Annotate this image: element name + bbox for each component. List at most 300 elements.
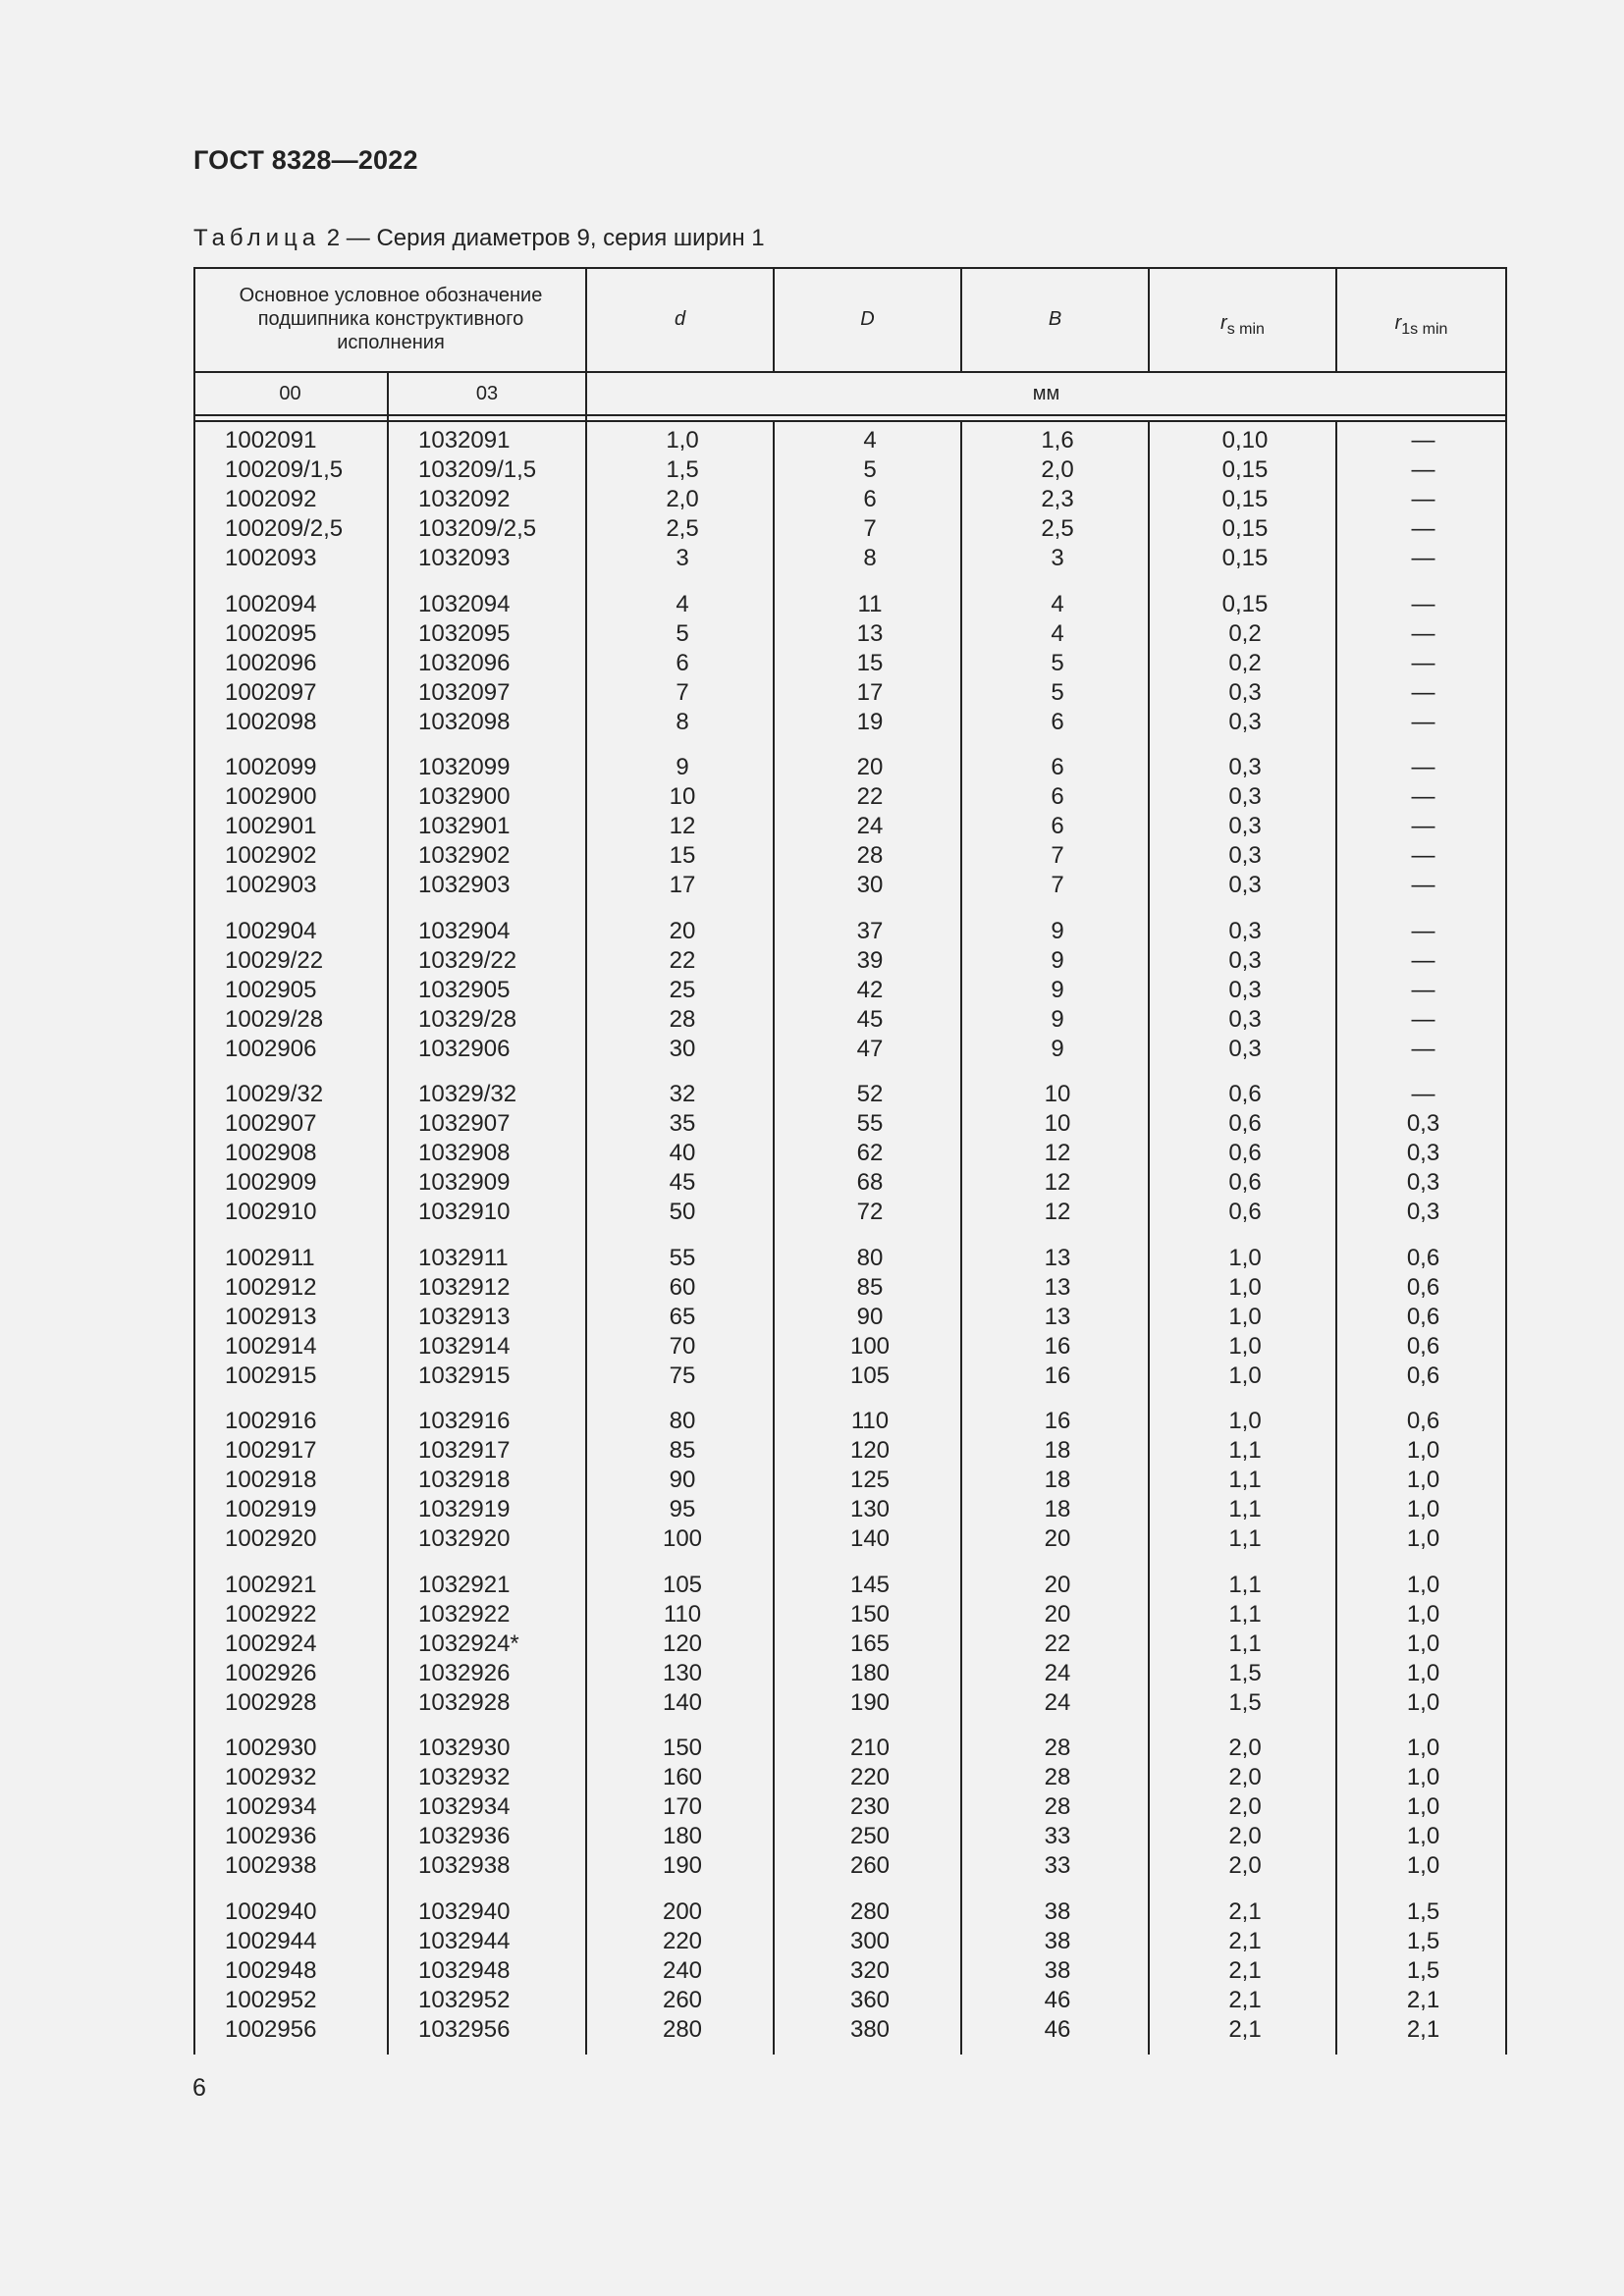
- cell-B: 2,0: [1041, 456, 1074, 483]
- cell-rs-min: 2,1: [1228, 1986, 1262, 2013]
- cell-B: 6: [1051, 754, 1064, 780]
- cell-d: 25: [669, 976, 696, 1003]
- cell-d: 170: [662, 1793, 703, 1820]
- cell-B: 12: [1044, 1199, 1071, 1225]
- cell-r1s-min: 0,3: [1406, 1169, 1440, 1196]
- header-rs-min: [1150, 267, 1335, 371]
- table-row: [193, 812, 1507, 841]
- table-row: [193, 1688, 1507, 1718]
- cell-rs-min: 1,0: [1228, 1408, 1262, 1434]
- designation-00: 1002924: [225, 1629, 317, 1657]
- subheader-03: [389, 373, 585, 414]
- table-body: [193, 426, 1507, 2045]
- designation-00: 1002934: [225, 1793, 317, 1820]
- header-rs-symbol: r: [1220, 311, 1227, 334]
- designation-03: 1032912: [418, 1273, 511, 1301]
- table-row: [193, 426, 1507, 455]
- cell-B: 5: [1051, 678, 1064, 706]
- cell-d: 7: [676, 678, 689, 706]
- cell-d: 8: [676, 708, 689, 735]
- cell-r1s-min: 2,1: [1406, 2015, 1440, 2043]
- cell-rs-min: 0,6: [1228, 1199, 1262, 1225]
- cell-d: 95: [669, 1496, 696, 1522]
- cell-d: 105: [662, 1571, 703, 1598]
- cell-rs-min: 0,3: [1228, 976, 1262, 1003]
- cell-B: 10: [1044, 1110, 1071, 1137]
- designation-03: 1032092: [418, 486, 511, 512]
- cell-B: 46: [1044, 1986, 1071, 2013]
- table-row: [193, 753, 1507, 782]
- cell-B: 28: [1044, 1764, 1071, 1790]
- cell-d: 220: [662, 1927, 703, 1954]
- cell-B: 13: [1044, 1303, 1071, 1330]
- table-row: [193, 1600, 1507, 1629]
- cell-d: 130: [662, 1659, 703, 1686]
- table-row: [193, 590, 1507, 619]
- table-row: [193, 1466, 1507, 1495]
- cell-B: 6: [1051, 708, 1064, 735]
- cell-d: 60: [669, 1273, 696, 1301]
- cell-r1s-min: —: [1411, 427, 1435, 454]
- cell-rs-min: 0,6: [1228, 1140, 1262, 1166]
- designation-00: 1002938: [225, 1852, 317, 1879]
- cell-d: 140: [662, 1688, 703, 1716]
- cell-r1s-min: 1,5: [1406, 1956, 1440, 1984]
- cell-rs-min: 2,1: [1228, 2015, 1262, 2043]
- cell-d: 200: [662, 1897, 703, 1925]
- cell-rs-min: 0,6: [1228, 1081, 1262, 1107]
- table-row: [193, 917, 1507, 946]
- cell-B: 5: [1051, 649, 1064, 676]
- table-row: [193, 946, 1507, 976]
- table-row: [193, 1822, 1507, 1851]
- designation-03: 10329/22: [418, 946, 517, 974]
- cell-B: 13: [1044, 1244, 1071, 1271]
- cell-D: 300: [849, 1927, 891, 1954]
- designation-00: 1002099: [225, 754, 317, 780]
- cell-r1s-min: —: [1411, 842, 1435, 869]
- table-row: [193, 708, 1507, 737]
- designation-00: 100209/2,5: [225, 515, 344, 542]
- cell-rs-min: 0,15: [1221, 486, 1269, 512]
- cell-rs-min: 1,1: [1228, 1571, 1262, 1598]
- cell-B: 18: [1044, 1496, 1071, 1522]
- cell-B: 28: [1044, 1793, 1071, 1820]
- designation-03: 1032915: [418, 1362, 511, 1389]
- designation-00: 1002909: [225, 1169, 317, 1196]
- cell-rs-min: 1,5: [1228, 1688, 1262, 1716]
- cell-rs-min: 2,0: [1228, 1852, 1262, 1879]
- cell-rs-min: 1,0: [1228, 1362, 1262, 1389]
- designation-03: 1032914: [418, 1332, 511, 1360]
- cell-r1s-min: —: [1411, 456, 1435, 483]
- cell-B: 12: [1044, 1169, 1071, 1196]
- cell-B: 13: [1044, 1273, 1071, 1301]
- cell-B: 18: [1044, 1467, 1071, 1493]
- cell-rs-min: 1,0: [1228, 1332, 1262, 1360]
- designation-00: 1002922: [225, 1600, 317, 1628]
- cell-rs-min: 0,15: [1221, 456, 1269, 483]
- cell-d: 1,0: [666, 427, 699, 454]
- cell-B: 12: [1044, 1140, 1071, 1166]
- table-row: [193, 455, 1507, 485]
- designation-00: 1002910: [225, 1199, 317, 1225]
- cell-d: 15: [669, 842, 696, 869]
- cell-D: 165: [849, 1629, 891, 1657]
- cell-D: 55: [856, 1110, 884, 1137]
- designation-03: 1032919: [418, 1496, 511, 1522]
- cell-d: 240: [662, 1956, 703, 1984]
- cell-d: 160: [662, 1764, 703, 1790]
- designation-03: 1032910: [418, 1199, 511, 1225]
- cell-rs-min: 2,1: [1228, 1956, 1262, 1984]
- cell-B: 9: [1051, 946, 1064, 974]
- cell-D: 190: [849, 1688, 891, 1716]
- header-r1s-min: [1337, 267, 1505, 371]
- table-row: [193, 514, 1507, 544]
- header-d: [587, 267, 773, 371]
- cell-rs-min: 0,6: [1228, 1169, 1262, 1196]
- designation-03: 1032098: [418, 708, 511, 735]
- table-row: [193, 678, 1507, 708]
- cell-d: 45: [669, 1169, 696, 1196]
- cell-B: 9: [1051, 1035, 1064, 1062]
- cell-D: 210: [849, 1735, 891, 1761]
- cell-rs-min: 2,0: [1228, 1735, 1262, 1761]
- cell-d: 20: [669, 917, 696, 944]
- cell-B: 9: [1051, 917, 1064, 944]
- subheader-unit-text: мм: [1032, 383, 1060, 404]
- cell-D: 280: [849, 1897, 891, 1925]
- cell-r1s-min: —: [1411, 678, 1435, 706]
- header-rs-subscript: s min: [1226, 320, 1265, 338]
- designation-03: 103209/2,5: [418, 515, 537, 542]
- cell-B: 33: [1044, 1823, 1071, 1849]
- designation-00: 1002952: [225, 1986, 317, 2013]
- cell-r1s-min: —: [1411, 872, 1435, 898]
- table-row: [193, 1524, 1507, 1554]
- cell-r1s-min: 0,6: [1406, 1362, 1440, 1389]
- table-row: [193, 1571, 1507, 1600]
- cell-d: 190: [662, 1852, 703, 1879]
- cell-B: 10: [1044, 1081, 1071, 1107]
- table-row: [193, 544, 1507, 573]
- designation-00: 1002905: [225, 976, 317, 1003]
- table-caption: [193, 225, 765, 252]
- cell-D: 120: [849, 1437, 891, 1464]
- designation-00: 1002904: [225, 917, 317, 944]
- cell-r1s-min: 1,0: [1406, 1496, 1440, 1522]
- designation-00: 1002921: [225, 1571, 317, 1598]
- designation-03: 1032905: [418, 976, 511, 1003]
- table-row: [193, 782, 1507, 812]
- designation-03: 1032917: [418, 1437, 511, 1464]
- cell-D: 220: [849, 1764, 891, 1790]
- cell-r1s-min: —: [1411, 619, 1435, 647]
- cell-r1s-min: 1,0: [1406, 1735, 1440, 1761]
- cell-D: 47: [856, 1035, 884, 1062]
- cell-B: 9: [1051, 976, 1064, 1003]
- header-B: [962, 267, 1148, 371]
- designation-00: 1002093: [225, 545, 317, 571]
- cell-B: 1,6: [1041, 427, 1074, 454]
- designation-00: 1002907: [225, 1110, 317, 1137]
- cell-d: 32: [669, 1081, 696, 1107]
- designation-00: 1002912: [225, 1273, 317, 1301]
- cell-r1s-min: 1,0: [1406, 1823, 1440, 1849]
- cell-B: 6: [1051, 783, 1064, 810]
- header-r1s-symbol: r: [1394, 311, 1402, 334]
- designation-03: 1032901: [418, 813, 511, 839]
- designation-03: 1032094: [418, 590, 511, 617]
- cell-D: 80: [856, 1244, 884, 1271]
- cell-r1s-min: 0,6: [1406, 1244, 1440, 1271]
- cell-D: 17: [856, 678, 884, 706]
- designation-00: 1002944: [225, 1927, 317, 1954]
- designation-00: 1002919: [225, 1496, 317, 1522]
- cell-rs-min: 0,3: [1228, 842, 1262, 869]
- designation-03: 1032909: [418, 1169, 511, 1196]
- cell-B: 6: [1051, 813, 1064, 839]
- cell-rs-min: 0,15: [1221, 545, 1269, 571]
- cell-D: 22: [856, 783, 884, 810]
- cell-rs-min: 0,10: [1221, 427, 1269, 454]
- cell-r1s-min: 1,0: [1406, 1437, 1440, 1464]
- cell-D: 28: [856, 842, 884, 869]
- designation-00: 1002902: [225, 842, 317, 869]
- cell-D: 24: [856, 813, 884, 839]
- cell-rs-min: 0,3: [1228, 783, 1262, 810]
- cell-B: 3: [1051, 545, 1064, 571]
- cell-rs-min: 0,3: [1228, 708, 1262, 735]
- header-designation-text: Основное условное обозначение подшипника конструктивного исполнения: [239, 285, 543, 353]
- cell-d: 90: [669, 1467, 696, 1493]
- designation-00: 1002932: [225, 1764, 317, 1790]
- cell-D: 72: [856, 1199, 884, 1225]
- designation-03: 1032952: [418, 1986, 511, 2013]
- designation-03: 1032091: [418, 427, 511, 454]
- cell-d: 9: [676, 754, 689, 780]
- table-row: [193, 1436, 1507, 1466]
- table-row: [193, 649, 1507, 678]
- designation-03: 1032921: [418, 1571, 511, 1598]
- cell-d: 5: [676, 619, 689, 647]
- designation-03: 1032940: [418, 1897, 511, 1925]
- cell-rs-min: 1,0: [1228, 1303, 1262, 1330]
- table-row: [193, 1851, 1507, 1881]
- cell-B: 16: [1044, 1362, 1071, 1389]
- cell-r1s-min: —: [1411, 1081, 1435, 1107]
- table-row: [193, 1763, 1507, 1792]
- cell-d: 150: [662, 1735, 703, 1761]
- cell-r1s-min: —: [1411, 1005, 1435, 1033]
- cell-d: 22: [669, 946, 696, 974]
- table-row: [193, 1986, 1507, 2015]
- table-row: [193, 1109, 1507, 1139]
- designation-00: 1002098: [225, 708, 317, 735]
- cell-B: 4: [1051, 590, 1064, 617]
- designation-00: 1002917: [225, 1437, 317, 1464]
- designation-00: 1002900: [225, 783, 317, 810]
- table-row: [193, 1080, 1507, 1109]
- designation-00: 1002930: [225, 1735, 317, 1761]
- cell-D: 140: [849, 1525, 891, 1552]
- cell-D: 20: [856, 754, 884, 780]
- cell-rs-min: 1,0: [1228, 1244, 1262, 1271]
- designation-00: 1002094: [225, 590, 317, 617]
- table-row: [193, 485, 1507, 514]
- designation-03: 1032099: [418, 754, 511, 780]
- table-row: [193, 1956, 1507, 1986]
- cell-d: 110: [663, 1600, 702, 1628]
- designation-03: 1032095: [418, 619, 511, 647]
- cell-B: 20: [1044, 1600, 1071, 1628]
- cell-d: 17: [669, 872, 696, 898]
- cell-D: 62: [856, 1140, 884, 1166]
- designation-03: 103209/1,5: [418, 456, 537, 483]
- designation-00: 1002915: [225, 1362, 317, 1389]
- designation-03: 1032900: [418, 783, 511, 810]
- cell-B: 38: [1044, 1927, 1071, 1954]
- cell-d: 35: [669, 1110, 696, 1137]
- cell-r1s-min: 0,3: [1406, 1110, 1440, 1137]
- cell-B: 38: [1044, 1897, 1071, 1925]
- cell-rs-min: 1,5: [1228, 1659, 1262, 1686]
- cell-d: 2,0: [666, 486, 699, 512]
- cell-rs-min: 0,3: [1228, 1035, 1262, 1062]
- designation-03: 1032902: [418, 842, 511, 869]
- cell-D: 110: [850, 1408, 890, 1434]
- cell-D: 320: [849, 1956, 891, 1984]
- table-row: [193, 1927, 1507, 1956]
- designation-00: 1002956: [225, 2015, 317, 2043]
- header-r1s-subscript: 1s min: [1401, 320, 1448, 338]
- cell-rs-min: 0,2: [1228, 649, 1262, 676]
- designation-00: 1002948: [225, 1956, 317, 1984]
- cell-D: 125: [849, 1467, 891, 1493]
- designation-00: 1002097: [225, 678, 317, 706]
- cell-r1s-min: 0,3: [1406, 1140, 1440, 1166]
- cell-r1s-min: —: [1411, 754, 1435, 780]
- cell-D: 260: [849, 1852, 891, 1879]
- cell-r1s-min: 1,5: [1406, 1897, 1440, 1925]
- cell-d: 1,5: [666, 456, 699, 483]
- table-row: [193, 1332, 1507, 1362]
- table-row: [193, 1734, 1507, 1763]
- cell-D: 6: [863, 486, 877, 512]
- cell-D: 45: [856, 1005, 884, 1033]
- cell-D: 145: [849, 1571, 891, 1598]
- cell-r1s-min: —: [1411, 545, 1435, 571]
- cell-r1s-min: 1,0: [1406, 1659, 1440, 1686]
- cell-rs-min: 0,3: [1228, 917, 1262, 944]
- cell-B: 9: [1051, 1005, 1064, 1033]
- cell-B: 20: [1044, 1525, 1071, 1552]
- designation-00: 1002913: [225, 1303, 317, 1330]
- cell-d: 30: [669, 1035, 696, 1062]
- table-row: [193, 1273, 1507, 1303]
- cell-r1s-min: 0,6: [1406, 1332, 1440, 1360]
- cell-D: 85: [856, 1273, 884, 1301]
- cell-D: 37: [856, 917, 884, 944]
- cell-B: 7: [1051, 872, 1064, 898]
- cell-rs-min: 0,3: [1228, 1005, 1262, 1033]
- cell-d: 65: [669, 1303, 696, 1330]
- cell-r1s-min: 0,6: [1406, 1303, 1440, 1330]
- designation-00: 1002914: [225, 1332, 317, 1360]
- designation-00: 1002092: [225, 486, 317, 512]
- cell-D: 180: [849, 1659, 891, 1686]
- designation-03: 1032928: [418, 1688, 511, 1716]
- designation-00: 1002908: [225, 1140, 317, 1166]
- designation-03: 10329/28: [418, 1005, 517, 1033]
- cell-r1s-min: 1,0: [1406, 1793, 1440, 1820]
- designation-03: 1032920: [418, 1525, 511, 1552]
- cell-D: 7: [863, 515, 877, 542]
- header-B-text: B: [1048, 308, 1062, 330]
- cell-B: 16: [1044, 1332, 1071, 1360]
- cell-rs-min: 1,1: [1228, 1496, 1262, 1522]
- designation-03: 1032097: [418, 678, 511, 706]
- designation-00: 1002091: [225, 427, 317, 454]
- cell-D: 250: [849, 1823, 891, 1849]
- cell-d: 10: [669, 783, 696, 810]
- designation-03: 1032907: [418, 1110, 511, 1137]
- cell-B: 16: [1044, 1408, 1071, 1434]
- subheader-03-text: 03: [475, 383, 499, 404]
- table-row: [193, 2015, 1507, 2045]
- table-row: [193, 1495, 1507, 1524]
- cell-D: 8: [863, 545, 877, 571]
- cell-rs-min: 1,1: [1228, 1525, 1262, 1552]
- cell-rs-min: 2,0: [1228, 1793, 1262, 1820]
- designation-03: 1032093: [418, 545, 511, 571]
- cell-r1s-min: —: [1411, 946, 1435, 974]
- cell-r1s-min: —: [1411, 708, 1435, 735]
- designation-03: 1032932: [418, 1764, 511, 1790]
- cell-B: 22: [1044, 1629, 1071, 1657]
- cell-D: 380: [849, 2015, 891, 2043]
- designation-03: 1032096: [418, 649, 511, 676]
- cell-d: 260: [662, 1986, 703, 2013]
- cell-rs-min: 0,15: [1221, 590, 1269, 617]
- designation-03: 1032904: [418, 917, 511, 944]
- cell-B: 2,3: [1041, 486, 1074, 512]
- designation-00: 1002928: [225, 1688, 317, 1716]
- cell-r1s-min: —: [1411, 976, 1435, 1003]
- cell-rs-min: 0,2: [1228, 619, 1262, 647]
- designation-03: 1032903: [418, 872, 511, 898]
- cell-d: 28: [669, 1005, 696, 1033]
- cell-rs-min: 1,1: [1228, 1629, 1262, 1657]
- designation-00: 1002916: [225, 1408, 317, 1434]
- designation-03: 10329/32: [418, 1081, 517, 1107]
- cell-B: 38: [1044, 1956, 1071, 1984]
- table-row: [193, 1303, 1507, 1332]
- cell-r1s-min: —: [1411, 649, 1435, 676]
- cell-d: 40: [669, 1140, 696, 1166]
- cell-B: 2,5: [1041, 515, 1074, 542]
- designation-00: 10029/32: [225, 1081, 324, 1107]
- table-row: [193, 871, 1507, 900]
- cell-D: 5: [863, 456, 877, 483]
- table-row: [193, 1362, 1507, 1391]
- cell-D: 90: [856, 1303, 884, 1330]
- cell-rs-min: 1,1: [1228, 1600, 1262, 1628]
- designation-03: 1032936: [418, 1823, 511, 1849]
- cell-d: 100: [662, 1525, 703, 1552]
- cell-D: 19: [856, 708, 884, 735]
